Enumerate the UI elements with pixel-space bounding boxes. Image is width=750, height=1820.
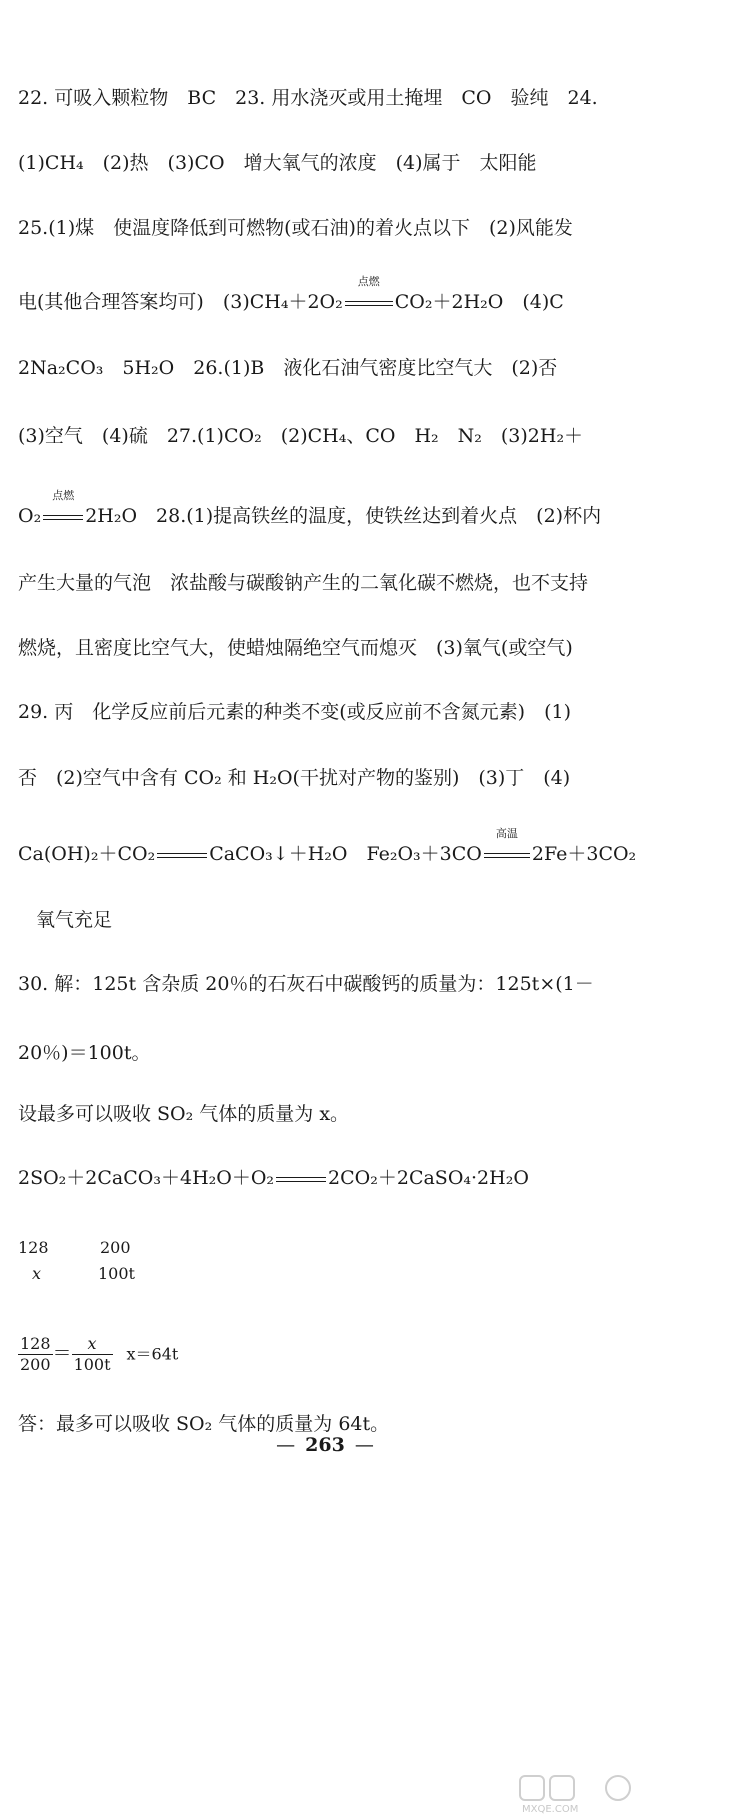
answer-line-12: [18, 827, 637, 866]
reaction-equals-hightemp: [484, 827, 530, 866]
line-4-text-b: CO₂＋2H₂O (4)C: [394, 291, 564, 313]
answer-line-4: [18, 275, 564, 314]
line-12-text-b: CaCO₃↓＋H₂O Fe₂O₃＋3CO: [209, 843, 482, 865]
line-7-text-a: O₂: [18, 505, 42, 527]
ratio-row-2: [18, 1262, 135, 1286]
ratio-100t: 100t: [98, 1264, 135, 1283]
reaction-equals-1: [157, 842, 207, 866]
ratio-128: 128: [18, 1238, 49, 1257]
reaction-equals-2: [276, 1166, 326, 1190]
watermark-logo: [518, 1772, 638, 1814]
condition-ignite-2: 点燃: [52, 489, 75, 502]
proportion-equals: ＝: [52, 1342, 72, 1365]
line-12-text-c: 2Fe＋3CO₂: [531, 843, 637, 865]
fraction-128-200: [18, 1334, 53, 1375]
answer-line-16: 设最多可以吸收 SO₂ 气体的质量为 x。: [18, 1103, 350, 1125]
answer-line-9: 燃烧，且密度比空气大，使蜡烛隔绝空气而熄灭 (3)氧气(或空气): [18, 637, 573, 659]
proportion-line: [18, 1334, 178, 1375]
fraction-1-denominator: 200: [20, 1355, 51, 1374]
fraction-2-numerator: x: [72, 1334, 113, 1355]
reaction-equals-ignite-1: [345, 275, 393, 314]
ratio-200: 200: [100, 1238, 131, 1257]
fraction-1-numerator: 128: [20, 1334, 51, 1353]
answer-line-6: (3)空气 (4)硫 27.(1)CO₂ (2)CH₄、CO H₂ N₂ (3)2H₂＋: [18, 425, 584, 447]
answer-line-2: (1)CH₄ (2)热 (3)CO 增大氧气的浓度 (4)属于 太阳能: [18, 152, 537, 174]
answer-line-3: 25.(1)煤 使温度降低到可燃物(或石油)的着火点以下 (2)风能发: [18, 217, 573, 239]
line-12-text-a: Ca(OH)₂＋CO₂: [18, 843, 156, 865]
line-7-text-b: 2H₂O 28.(1)提高铁丝的温度，使铁丝达到着火点 (2)杯内: [85, 505, 602, 527]
line-17-text-a: 2SO₂＋2CaCO₃＋4H₂O＋O₂: [18, 1167, 275, 1189]
answer-line-17: [18, 1166, 529, 1190]
answer-line-5: 2Na₂CO₃ 5H₂O 26.(1)B 液化石油气密度比空气大 (2)否: [18, 357, 558, 379]
fraction-x-100t: [72, 1334, 113, 1375]
answer-line-13: 氧气充足: [36, 909, 113, 931]
ratio-x: x: [32, 1264, 42, 1283]
ratio-row-1: [18, 1236, 131, 1260]
watermark-text: MXQE.COM: [522, 1804, 579, 1814]
fraction-2-denominator: 100t: [73, 1355, 111, 1374]
answer-line-14: 30. 解：125t 含杂质 20％的石灰石中碳酸钙的质量为：125t×(1－: [18, 973, 594, 995]
final-answer: 答：最多可以吸收 SO₂ 气体的质量为 64t。: [18, 1413, 390, 1435]
reaction-equals-ignite-2: [43, 489, 83, 528]
answer-line-8: 产生大量的气泡 浓盐酸与碳酸钠产生的二氧化碳不燃烧，也不支持: [18, 572, 589, 594]
condition-hightemp: 高温: [495, 827, 518, 840]
answer-line-1: 22. 可吸入颗粒物 BC 23. 用水浇灭或用土掩埋 CO 验纯 24.: [18, 87, 598, 109]
answer-line-15: 20％)＝100t。: [18, 1042, 151, 1064]
proportion-result: x＝64t: [126, 1344, 179, 1364]
page-number-value: 263: [305, 1434, 345, 1456]
answer-line-11: 否 (2)空气中含有 CO₂ 和 H₂O(干扰对产物的鉴别) (3)丁 (4): [18, 767, 571, 789]
condition-ignite-1: 点燃: [357, 275, 380, 288]
line-4-text-a: 电(其他合理答案均可) (3)CH₄＋2O₂: [18, 291, 343, 313]
page-number: — 263 —: [276, 1434, 374, 1456]
answer-line-10: 29. 丙 化学反应前后元素的种类不变(或反应前不含氮元素) (1): [18, 701, 571, 723]
line-17-text-b: 2CO₂＋2CaSO₄·2H₂O: [328, 1167, 529, 1189]
answer-line-7: [18, 489, 602, 528]
